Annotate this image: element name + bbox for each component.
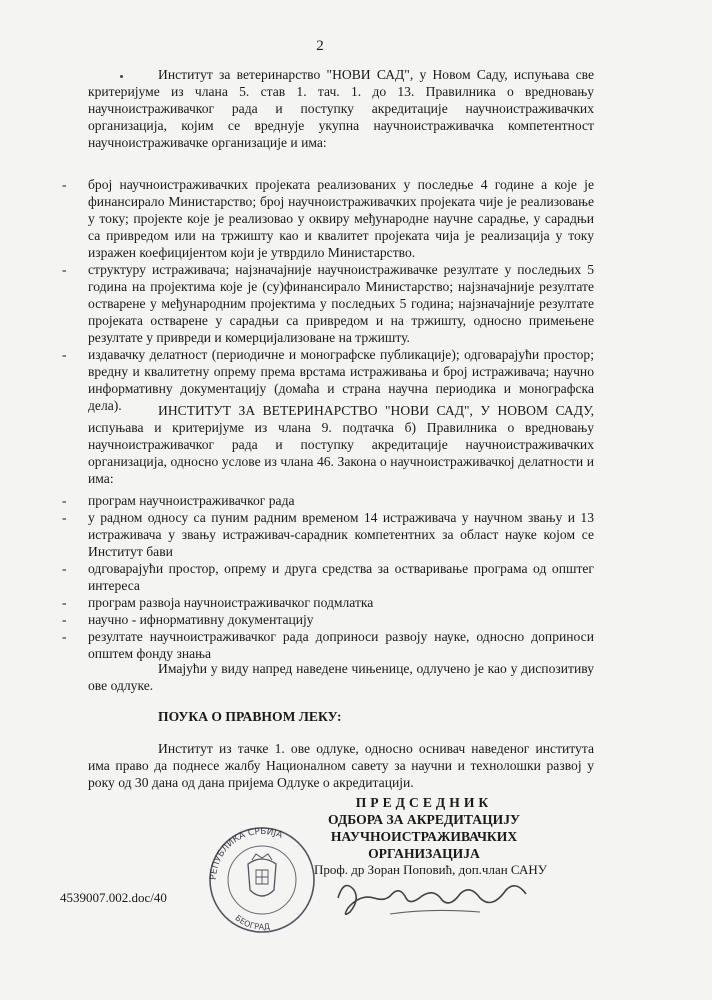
dash-bullet: - — [62, 595, 67, 610]
document-reference: 4539007.002.doc/40 — [60, 890, 167, 905]
legal-remedy-heading: ПОУКА О ПРАВНОМ ЛЕКУ: — [158, 709, 342, 724]
coat-of-arms-icon — [248, 854, 276, 896]
seal-bottom-text: БЕОГРАД — [233, 913, 271, 932]
dash-bullet: - — [62, 177, 67, 192]
dash-bullet: - — [62, 493, 67, 508]
list-item — [62, 628, 594, 662]
legal-remedy-heading-block — [88, 708, 594, 725]
dash-bullet: - — [62, 561, 67, 576]
intro-paragraph-block — [88, 66, 594, 151]
list-item — [62, 509, 594, 560]
dash-bullet: - — [62, 510, 67, 525]
list-item-text: број научноистраживачких пројеката реализованих у последње 4 године а које је финансирало Министарство; број научноистраживачких пројеката чије је реализовање у току; пројекте које је реализовао у оквиру међународне научне сарадње, у сарадњи са привредом или на тржишту као и квалитет пројеката чија је реализација у току изражен коефицијентом који је утврдило Министарство. — [88, 177, 594, 260]
list-item — [62, 611, 594, 628]
svg-text:РЕПУБЛИКА СРБИЈА — [209, 827, 285, 880]
list-item — [62, 176, 594, 261]
legal-remedy-paragraph-block — [88, 740, 594, 791]
signature-board: ОДБОРА ЗА АКРЕДИТАЦИЈУ — [328, 812, 520, 827]
conclusion-paragraph-block — [88, 660, 594, 694]
page-number: 2 — [316, 38, 324, 54]
list-item-text: програм научноистраживачког рада — [88, 493, 295, 508]
handwritten-signature — [330, 868, 540, 926]
dash-bullet: - — [62, 347, 67, 362]
list-item-text: одговарајући простор, опрему и друга средства за остваривање програма од општег интереса — [88, 561, 594, 593]
second-paragraph-block — [88, 402, 594, 487]
dash-bullet: - — [62, 262, 67, 277]
list-item-text: издавачку делатност (периодичне и монографске публикације); одговарајући простор; вредну и квалитетну опрему према врстама истраживања и број истраживача; научно информативну документацију (домаћа и страна научна периодика и монографска дела). — [88, 347, 594, 413]
signature-organizations: НАУЧНОИСТРАЖИВАЧКИХ ОРГАНИЗАЦИЈА — [330, 829, 518, 861]
list-item-text: програм развоја научноистраживачког подмлатка — [88, 595, 374, 610]
list-item — [62, 492, 594, 509]
criteria-list-1 — [62, 176, 594, 414]
list-item-text: структуру истраживача; најзначајније научноистраживачке резултате у последњих 5 година на пројектима које је (су)финансирало Министарство; најзначајније резултате остварене у међународним пројектима у последњих 5 година; најзначајније резултате пројеката остварене у сарадњи са привредом и на тржишту, односно примењене резултате у привреди и комерцијализоване на тржишту. — [88, 262, 594, 345]
dash-bullet: - — [62, 612, 67, 627]
criteria-list-2 — [62, 492, 594, 662]
list-item-text: научно - ифнормативну документацију — [88, 612, 314, 627]
list-item — [62, 261, 594, 346]
conclusion-paragraph: Имајући у виду напред наведене чињенице, одлучено је као у диспозитиву ове одлуке. — [88, 661, 594, 693]
intro-paragraph: Институт за ветеринарство "НОВИ САД", у Новом Саду, испуњава све критеријуме из члана 5. став 1. тач. 1. до 13. Правилника о вредновању научноистраживачког рада и поступку акредитације научноистраживачких организација, којим се вреднује укупна научноистраживачка компетентност научноистраживачке организације и има: — [88, 67, 594, 150]
dash-bullet: - — [62, 629, 67, 644]
official-seal-stamp — [196, 818, 326, 938]
svg-text:БЕОГРАД — [233, 913, 270, 931]
legal-remedy-paragraph: Институт из тачке 1. ове одлуке, односно оснивач наведеног института има право да поднесе жалбу Националном савету за научни и технолошки развој у року од 30 дана од дана пријема Одлуке о акредитацији. — [88, 741, 594, 790]
list-item — [62, 560, 594, 594]
signature-title: ПРЕДСЕДНИК — [355, 795, 493, 810]
list-item — [62, 594, 594, 611]
list-item-text: у радном односу са пуним радним временом 14 истраживача у научном звању и 13 истраживача у звању истраживач-сарадник компетентних за област науке којом се Институт бави — [88, 510, 594, 559]
seal-top-text: РЕПУБЛИКА СРБИЈА — [208, 826, 284, 881]
list-item-text: резултате научноистраживачког рада доприноси развоју науке, односно доприноси општем фонду знања — [88, 629, 594, 661]
signer-name: Проф. др Зоран Поповић, доп.члан САНУ — [314, 862, 547, 877]
second-paragraph: ИНСТИТУТ ЗА ВЕТЕРИНАРСТВО "НОВИ САД", У НОВОМ САДУ, испуњава и критеријуме из члана 9. подтачка б) Правилника о вредновању научноистраживачког рада и поступку акредитације научноистраживачких организација, односно услове из члана 46. Закона о научноистраживачкој делатности и има: — [88, 403, 594, 486]
